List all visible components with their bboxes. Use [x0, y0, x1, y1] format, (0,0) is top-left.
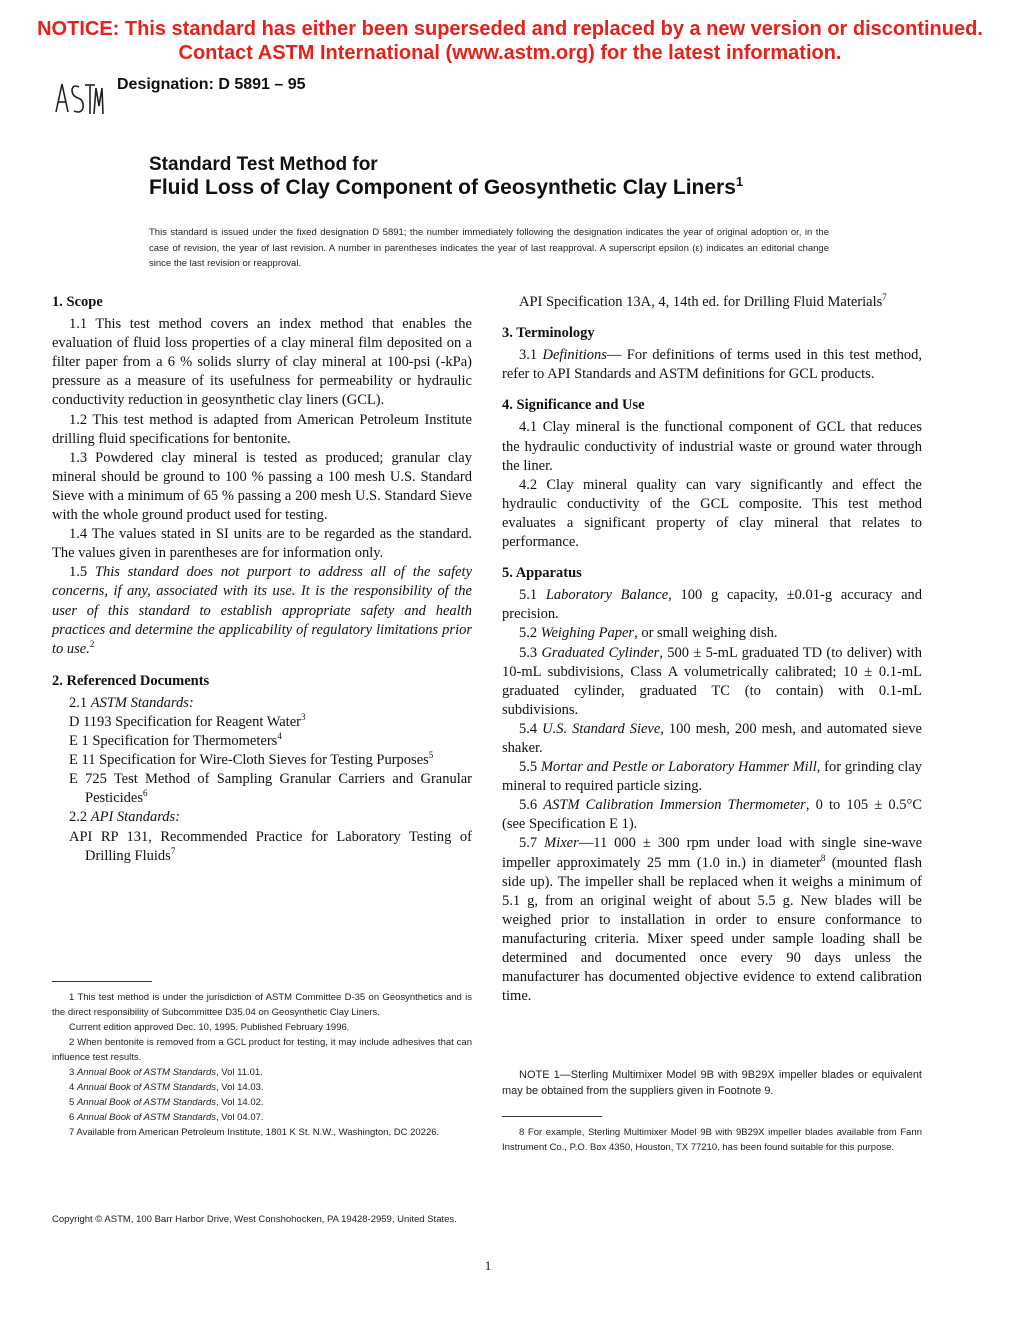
copyright: Copyright © ASTM, 100 Barr Harbor Drive, West Conshohocken, PA 19428-2959, United States.	[52, 1214, 457, 1225]
footnotes-right	[502, 1125, 922, 1155]
para-5-3: 5.3 Graduated Cylinder, 500 ± 5-mL graduated TD (to deliver) with 10-mL subdivisions, Class A volumetrically calibrated; 10 ± 0.1-mL graduated cylinder, graduated TC (to contain) with 0.1-mL subdivisions.	[502, 644, 923, 718]
para-1-5: 1.5 This standard does not purport to address all of the safety concerns, if any, associated with its use. It is the responsibility of the user of this standard to establish appropriate safety and health practices and determine the applicability of regulatory limitations prior to use.$^2$	[52, 564, 473, 657]
para-1-2: 1.2 This test method is adapted from American Petroleum Institute drilling fluid specifications for bentonite.	[52, 411, 472, 447]
para-5-6: 5.6 ASTM Calibration Immersion Thermometer, 0 to 105 ± 0.5°C (see Specification E 1).	[502, 797, 922, 833]
footnote-rule-right	[502, 1116, 602, 1117]
para-5-7: 5.7 Mixer—11 000 ± 300 rpm under load with single sine-wave impeller approximately 25 mm (1.0 in.) in diameter$^8$ (mounted flash side up). The impeller shall be replaced when it weighs a minimum of 5.1 g, from an original weight of about 5.5 g. New blades will be weighed prior to installation in order to ensure conformance to manufacturing criteria. Mixer speed under sample loading shall be determined and documented once every 90 days unless the manufacturer has documented objective evidence to extend calibration time.	[502, 835, 923, 1005]
footnote-8: 8 For example, Sterling Multimixer Model 9B with 9B29X impeller blades available from Fann Instrument Co., P.O. Box 4350, Houston, TX 77210, has been found suitable for this purpose.	[502, 1127, 922, 1153]
page-number: 1	[484, 1258, 492, 1273]
footnote-6: 6 Annual Book of ASTM Standards, Vol 04.07.	[69, 1112, 264, 1123]
footnote-2: 2 When bentonite is removed from a GCL product for testing, it may include adhesives that can influence test results.	[52, 1037, 472, 1063]
astm-logo	[52, 78, 104, 118]
para-4-2: 4.2 Clay mineral quality can vary significantly and effect the hydraulic conductivity of the GCL composite. This test method evaluates a significant property of clay mineral that relates to performance.	[502, 476, 922, 551]
para-5-1: 5.1 Laboratory Balance, 100 g capacity, ±0.01-g accuracy and precision.	[502, 587, 923, 623]
para-2-2: 2.2 API Standards:	[69, 809, 181, 826]
logo-text: ASTM	[78, 118, 81, 119]
section-1-heading: 1. Scope	[52, 294, 103, 310]
footnote-1b: Current edition approved Dec. 10, 1995. Published February 1996.	[69, 1022, 350, 1033]
designation: Designation: D 5891 – 95	[117, 76, 306, 93]
right-column	[502, 293, 922, 1006]
ref-e11: E 11 Specification for Wire-Cloth Sieves for Testing Purposes$^5$	[69, 750, 434, 769]
issued-note: This standard is issued under the fixed designation D 5891; the number immediately following the designation indicates the year of original adoption or, in the case of revision, the year of last revision. A number in parentheses indicates the year of last reapproval. A superscript epsilon (ε) indicates an editorial change since the last revision or reapproval.	[149, 227, 829, 269]
ref-api-13a: API Specification 13A, 4, 14th ed. for Drilling Fluid Materials$^7$	[519, 292, 887, 310]
para-1-3: 1.3 Powdered clay mineral is tested as produced; granular clay mineral should be ground to 100 % passing a 100 mesh U.S. Standard Sieve with a minimum of 65 % passing a 200 mesh U.S. Standard Sieve with the whole ground product used for testing.	[52, 449, 472, 524]
notice-line-2: Contact ASTM International (www.astm.org) for the latest information.	[178, 42, 842, 64]
footnote-5: 5 Annual Book of ASTM Standards, Vol 14.02.	[69, 1097, 264, 1108]
section-2-heading: 2. Referenced Documents	[52, 672, 210, 689]
footnotes-left	[52, 990, 472, 1140]
ref-e725: E 725 Test Method of Sampling Granular Carriers and Granular Pesticides$^6$	[69, 771, 472, 807]
para-1-1: 1.1 This test method covers an index method that enables the evaluation of fluid loss properties of a clay mineral film deposited on a filter paper from a 6 % solids slurry of clay mineral at 100-psi (-kPa) pressure as a measure of its usefulness for permeability or hydraulic conductivity reduction in geosynthetic clay liners (GCL).	[52, 316, 472, 409]
para-5-5: 5.5 Mortar and Pestle or Laboratory Hammer Mill, for grinding clay mineral to required particle sizing.	[502, 759, 923, 795]
section-4-heading: 4. Significance and Use	[502, 397, 645, 414]
para-3-1: 3.1 Definitions— For definitions of terms used in this test method, refer to API Standards and ASTM definitions for GCL products.	[502, 347, 922, 383]
para-1-4: 1.4 The values stated in SI units are to be regarded as the standard. The values given in parentheses are for information only.	[52, 526, 472, 562]
footnote-1: 1 This test method is under the jurisdiction of ASTM Committee D-35 on Geosynthetics and is the direct responsibility of Subcommittee D35.04 on Geosynthetic Clay Liners.	[52, 992, 472, 1018]
footnote-rule-left	[52, 981, 152, 982]
section-5-heading: 5. Apparatus	[502, 565, 582, 582]
para-5-4: 5.4 U.S. Standard Sieve, 100 mesh, 200 mesh, and automated sieve shaker.	[502, 720, 922, 756]
ref-d1193: D 1193 Specification for Reagent Water$^3$	[69, 712, 306, 730]
notice-line-1: NOTICE: This standard has either been superseded and replaced by a new version or discontinued.	[37, 18, 983, 40]
para-2-1: 2.1 ASTM Standards:	[69, 694, 194, 711]
footnote-7: 7 Available from American Petroleum Institute, 1801 K St. N.W., Washington, DC 20226.	[69, 1127, 440, 1138]
para-4-1: 4.1 Clay mineral is the functional component of GCL that reduces the hydraulic conductivity of industrial waste or ground water through the liner.	[502, 419, 922, 474]
footnote-3: 3 Annual Book of ASTM Standards, Vol 11.01.	[69, 1067, 263, 1078]
ref-api-rp131: API RP 131, Recommended Practice for Laboratory Testing of Drilling Fluids$^7$	[69, 828, 472, 864]
title-text: Fluid Loss of Clay Component of Geosynthetic Clay Liners	[149, 176, 736, 199]
ref-e1: E 1 Specification for Thermometers$^4$	[69, 731, 282, 750]
footnote-4: 4 Annual Book of ASTM Standards, Vol 14.03.	[69, 1082, 264, 1093]
left-column	[52, 293, 472, 866]
para-5-2: 5.2 Weighing Paper, or small weighing dish.	[519, 625, 778, 642]
title-line-2	[149, 176, 743, 200]
title-footnote-mark: 1	[735, 174, 744, 189]
note-1: NOTE 1—Sterling Multimixer Model 9B with 9B29X impeller blades or equivalent may be obtained from the suppliers given in Footnote 9.	[502, 1069, 922, 1097]
title-line-1: Standard Test Method for	[149, 154, 378, 175]
section-3-heading: 3. Terminology	[502, 325, 595, 342]
